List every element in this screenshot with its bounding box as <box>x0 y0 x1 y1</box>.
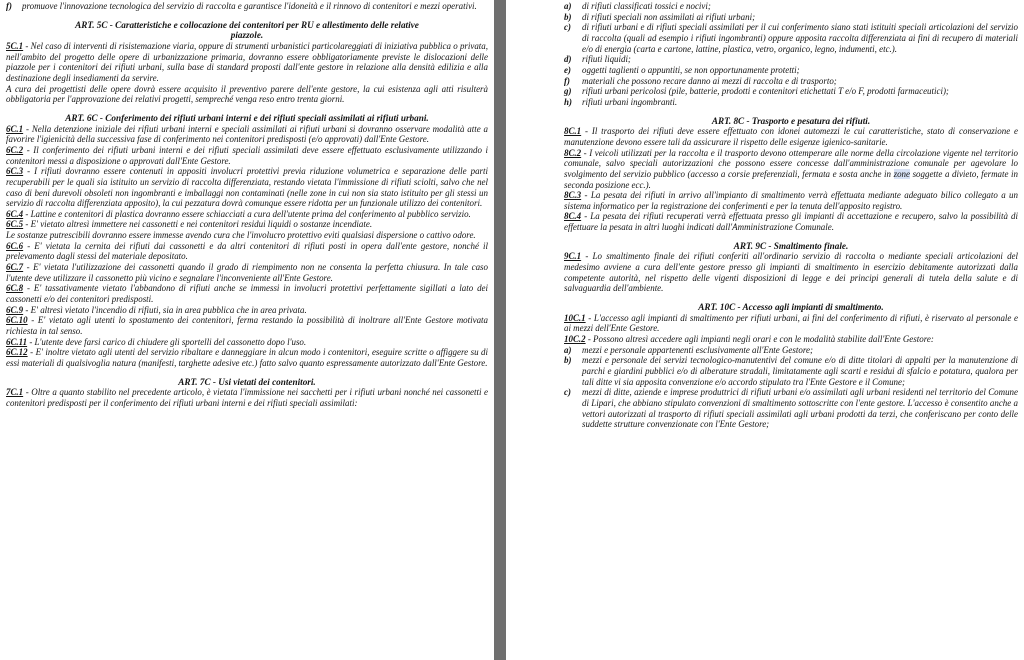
paragraph-6c11 <box>6 337 488 348</box>
list-item-label: b) <box>564 355 572 366</box>
paragraph-6c5 <box>6 219 488 230</box>
list-rifiuti-vietati <box>564 1 1018 108</box>
paragraph-6c2 <box>6 145 488 166</box>
article-7c-title: ART. 7C - Usi vietati dei contenitori. <box>178 376 316 387</box>
article-6c-title: ART. 6C - Conferimento dei rifiuti urbani interni e dei rifiuti speciali assimilati ai rifiuti urbani. <box>65 112 429 123</box>
list-item-text: mezzi e personale dei servizi tecnologico-manutentivi del comune e/o di ditte titolari di appalti per la manutenzione di parchi e giardini pubblici e/o di alberature stradali, limitatamente agli scarti e residui di sfalcio e potatura, qualora per tali ditte vi sia apposita convenzione e/o accordo stipulato tra l'Ente Gestore e il Comune; <box>582 355 1018 387</box>
list-item-text: di rifiuti speciali non assimilati ai rifiuti urbani; <box>582 11 756 22</box>
article-10c-title: ART. 10C - Accesso agli impianti di smaltimento. <box>698 302 884 313</box>
spacer <box>564 294 1018 302</box>
paragraph-8c3 <box>564 190 1018 211</box>
clause-text: - E' vietato altresì immettere nei cassonetti e nei contenitori residui liquidi o sostanze incendiate. <box>23 219 373 230</box>
list-item-label: f) <box>6 1 12 11</box>
list-item-text: promuove l'innovazione tecnologica del servizio di raccolta e garantisce l'idoneità e il rinnovo di contenitori e mezzi operativi. <box>22 1 477 11</box>
paragraph-10c1 <box>564 313 1018 334</box>
list-item-text: di rifiuti classificati tossici e nocivi; <box>582 1 711 11</box>
article-5c-title: ART. 5C - Caratteristiche e collocazione dei contenitori per RU e allestimento delle relative <box>75 19 419 30</box>
clause-code: 10C.2 <box>564 334 586 345</box>
list-item-label: g) <box>564 86 572 97</box>
paragraph-6c6 <box>6 241 488 262</box>
clause-text: - E' inoltre vietato agli utenti del servizio ribaltare e danneggiare in alcun modo i contenitori, eseguire scritte o affiggere su di essi materiali di qualsivoglia natura (manifesti, targhette adesive etc.) fatto salvo quanto espressamente autorizzato dall'Ente Gestore. <box>6 347 488 368</box>
paragraph-10c2 <box>564 334 1018 345</box>
clause-code: 8C.4 <box>564 211 582 222</box>
clause-code: 7C.1 <box>6 387 24 398</box>
clause-code: 6C.12 <box>6 347 28 358</box>
spacer <box>564 233 1018 241</box>
list-item-label: a) <box>564 1 572 11</box>
list-item-label: a) <box>564 344 572 355</box>
clause-code: 6C.11 <box>6 336 28 347</box>
article-9c-title: ART. 9C - Smaltimento finale. <box>733 240 849 251</box>
clause-code: 5C.1 <box>6 40 24 51</box>
list-item <box>6 1 488 12</box>
paragraph-7c1 <box>6 387 488 408</box>
clause-text: - L'accesso agli impianti di smaltimento per rifiuti urbani, ai fini del conferimento di rifiuti, è riservato al personale e ai mezzi dell'Ente Gestore. <box>564 312 1018 334</box>
paragraph-6c7 <box>6 262 488 283</box>
list-item-text: rifiuti urbani ingombranti. <box>582 96 678 107</box>
clause-code: 6C.4 <box>6 208 24 219</box>
paragraph-6c9 <box>6 305 488 316</box>
spacer <box>564 108 1018 116</box>
paragraph-8c1 <box>564 126 1018 147</box>
paragraph-6c12 <box>6 347 488 368</box>
list-item-text: oggetti taglienti o appuntiti, se non opportunamente protetti; <box>582 64 800 75</box>
clause-code: 6C.2 <box>6 144 24 155</box>
list-item <box>564 22 1018 54</box>
paragraph-6c4 <box>6 209 488 220</box>
list-item-text: mezzi di ditte, aziende e imprese produttrici di rifiuti urbani e/o assimilati agli urbani residenti nel territorio del Comune di Lipari, che abbiano stipulato convenzioni di smaltimento sottoscritte con l'ente gestore. L'accesso è consentito anche a vettori autorizzati al trasporto di rifiuti speciali assimilati agli urbani prodotti da terzi, che conferiscano per conto delle suddette strutture convenzionate con l'Ente Gestore; <box>582 387 1018 430</box>
paragraph-8c4 <box>564 211 1018 232</box>
clause-text: soggette a divieto, fermate in seconda posizione ecc.). <box>564 168 1018 190</box>
left-document-page <box>0 0 494 660</box>
article-8c-title: ART. 8C - Trasporto e pesatura dei rifiuti. <box>711 115 871 126</box>
clause-text: - Possono altresì accedere agli impianti negli orari e con le modalità stabilite dall'Ente Gestore: <box>585 334 934 345</box>
clause-text: - Lo smaltimento finale dei rifiuti conferiti all'ordinario servizio di raccolta o mediante speciali articolazioni del medesimo avviene a cura dell'ente gestore presso gli impianti di smaltimento in esercizio debitamente autorizzati dalla competente autorità, nel rispetto delle vigenti disposizioni di legge e dei principi generali di tutela della salute e di salvaguardia dell'ambiente. <box>564 251 1018 294</box>
clause-code: 10C.1 <box>564 312 586 323</box>
list-item <box>564 12 1018 23</box>
list-item-text: materiali che possono recare danno ai mezzi di raccolta e di trasporto; <box>582 75 837 86</box>
clause-text: - E' vietata l'utilizzazione dei cassonetti quando il grado di riempimento non ne consenta la perfetta chiusura. In tale caso l'utente deve utilizzare il cassonetto più vicino e segnalare l'inconveniente all'Ente Gestore. <box>6 262 488 283</box>
list-item <box>564 65 1018 76</box>
paragraph-5c1-cont: A cura dei progettisti delle opere dovrà essere acquisito il preventivo parere dell'ente gestore, la cui esistenza agli atti risulterà obbligatoria per l'approvazione dei relativi progetti, sempreché venga reso entro trenta giorni. <box>6 83 488 105</box>
list-item <box>564 387 1018 430</box>
right-document-page <box>506 0 1024 660</box>
list-item <box>564 54 1018 65</box>
list-item <box>564 345 1018 356</box>
list-item-text: mezzi e personale appartenenti esclusivamente all'Ente Gestore; <box>582 344 813 355</box>
list-item <box>564 86 1018 97</box>
list-item-label: c) <box>564 22 571 33</box>
clause-code: 8C.3 <box>564 190 582 201</box>
paragraph-5c1 <box>6 41 488 84</box>
clause-text: - E' altresì vietato l'incendio di rifiuti, sia in area pubblica che in area privata. <box>23 304 307 315</box>
clause-text: - Lattine e contenitori di plastica dovranno essere schiacciati a cura dell'utente prima del conferimento al pubblico servizio. <box>23 208 471 219</box>
paragraph-6c3 <box>6 166 488 209</box>
clause-code: 6C.3 <box>6 166 24 177</box>
list-item-text: rifiuti urbani pericolosi (pile, batterie, prodotti e contenitori etichettati T e/o F, prodotti farmaceutici); <box>582 86 949 97</box>
list-item-label: d) <box>564 54 572 65</box>
clause-code: 6C.6 <box>6 240 24 251</box>
spacer <box>6 369 488 377</box>
clause-text: - Nel caso di interventi di risistemazione viaria, oppure di strumenti urbanistici particolareggiati di iniziativa pubblica o privata, nell'ambito del progetto delle opere di urbanizzazione primaria, dovranno essere obbligatoriamente previste le dislocazioni delle piazzole per i contenitori dei rifiuti urbani, sulla base di standard proposti dall'ente gestore in relazione alla densità edilizia e alla destinazione degli insediamenti da servire. <box>6 40 488 83</box>
clause-text: - Il trasporto dei rifiuti deve essere effettuato con idonei automezzi le cui caratteristiche, stato di conservazione e manutenzione devono essere tali da assicurare il rispetto delle esigenze igienico-sanitarie. <box>564 126 1018 147</box>
clause-text: - L'utente deve farsi carico di chiudere gli sportelli del cassonetto dopo l'uso. <box>27 336 307 347</box>
list-item <box>564 97 1018 108</box>
clause-code: 9C.1 <box>564 251 582 262</box>
clause-text: - La pesata dei rifiuti in arrivo all'impianto di smaltimento verrà effettuata mediante adeguato bilico collegato a un sistema informatico per la registrazione dei conferimenti e per la tenuta dell'apposito registro. <box>564 190 1018 211</box>
paragraph-6c5-cont: Le sostanze putrescibili dovranno essere immesse avendo cura che l'involucro protettivo eviti qualsiasi dispersione o cattivo odore. <box>6 230 476 241</box>
clause-text: - E' tassativamente vietato l'abbandono di rifiuti anche se immessi in involucri protettivi perfettamente sigillati a lato dei cassonetti e/o dei contenitori predisposti. <box>6 283 488 305</box>
list-item-text: rifiuti liquidi; <box>582 54 631 65</box>
list-item-label: f) <box>564 75 570 86</box>
clause-text: - E' vietata la cernita dei rifiuti dai cassonetti e da altri contenitori di rifiuti posti in opera dall'ente gestore, nonché il prelevamento dagli stessi del materiale depositato. <box>6 240 488 262</box>
list-item-label: e) <box>564 64 571 75</box>
clause-text: - Il conferimento dei rifiuti urbani interni e dei rifiuti speciali assimilati deve essere effettuato esclusivamente utilizzando i contenitori messi a disposizione o approvati dall'Ente Gestore. <box>6 144 488 166</box>
paragraph-9c1 <box>564 251 1018 294</box>
list-item-label: b) <box>564 11 572 22</box>
paragraph-6c1 <box>6 124 488 145</box>
clause-code: 6C.10 <box>6 315 28 326</box>
clause-code: 6C.9 <box>6 304 24 315</box>
clause-text: - La pesata dei rifiuti recuperati verrà effettuata presso gli impianti di accettazione e recupero, salvo la possibilità di effettuare la pesata in altri luoghi indicati dall'Amministrazione Comunale. <box>564 211 1018 233</box>
paragraph-6c10 <box>6 315 488 336</box>
list-item <box>564 355 1018 387</box>
clause-text: - I rifiuti dovranno essere contenuti in appositi involucri protettivi previa riduzione volumetrica e separazione delle parti recuperabili per le quali sia istituito un servizio di raccolta differenziata, restando vietata l'immissione di rifiuti sciolti, salvo che nel caso di beni durevoli obsoleti non ingombranti e imballaggi non contaminati (nelle zone in cui non sia stato istituito per gli stessi un servizio di raccolta differenziata apposito), la cui pezzatura dovrà comunque essere ridotta per un funzionale utilizzo dei contenitori. <box>6 166 488 209</box>
clause-code: 6C.5 <box>6 219 24 230</box>
clause-code: 8C.1 <box>564 126 582 137</box>
list-item-label: c) <box>564 387 571 398</box>
clause-text: - Nella detenzione iniziale dei rifiuti urbani interni e speciali assimilati ai rifiuti urbani si dovranno osservare modalità atte a favorire l'igienicità della successiva fase di conferimento nei contenitori predisposti (e/o approvati) dall'Ente Gestore. <box>6 123 488 145</box>
clause-text: - E' vietato agli utenti lo spostamento dei contenitori, ferma restando la possibilità di inoltrare all'Ente Gestore motivata richiesta in tal senso. <box>6 315 488 337</box>
paragraph-6c8 <box>6 283 488 304</box>
list-item <box>564 76 1018 87</box>
clause-code: 8C.2 <box>564 147 582 158</box>
clause-text: - I veicoli utilizzati per la raccolta e il trasporto devono ottemperare alle norme della circolazione vigente nel territorio comunale, salvo speciali autorizzazioni che possono essere concesse dall'amministrazione comunale per agevolare lo svolgimento del servizio pubblico (accesso a corsie preferenziali, fermata e sosta anche in <box>564 147 1018 179</box>
article-5c-title-cont: piazzole. <box>230 30 264 41</box>
paragraph-8c2 <box>564 148 1018 191</box>
clause-text: - Oltre a quanto stabilito nel precedente articolo, è vietata l'immissione nei sacchetti per i rifiuti urbani nonché nei cassonetti e contenitori predisposti per il conferimento dei rifiuti urbani interni e dei rifiuti speciali assimilati: <box>6 387 488 408</box>
list-item-label: h) <box>564 96 572 107</box>
list-item-text: di rifiuti urbani e di rifiuti speciali assimilati per il cui conferimento siano stati istituiti speciali articolazioni del servizio di raccolta (quali ad esempio i rifiuti ingombranti) oppure apposita raccolta differenziata ai fini di recupero di materiali e/o di energia (carta e cartone, lattine, plastica, vetro, organico, legno, indumenti, etc.). <box>582 22 1018 54</box>
spacer <box>6 12 488 20</box>
spacer <box>6 105 488 113</box>
highlighted-word: zone <box>893 168 910 179</box>
list-item <box>564 1 1018 12</box>
list-accessi-consentiti <box>564 345 1018 430</box>
clause-code: 6C.1 <box>6 123 24 134</box>
clause-code: 6C.8 <box>6 283 24 294</box>
clause-code: 6C.7 <box>6 262 24 273</box>
